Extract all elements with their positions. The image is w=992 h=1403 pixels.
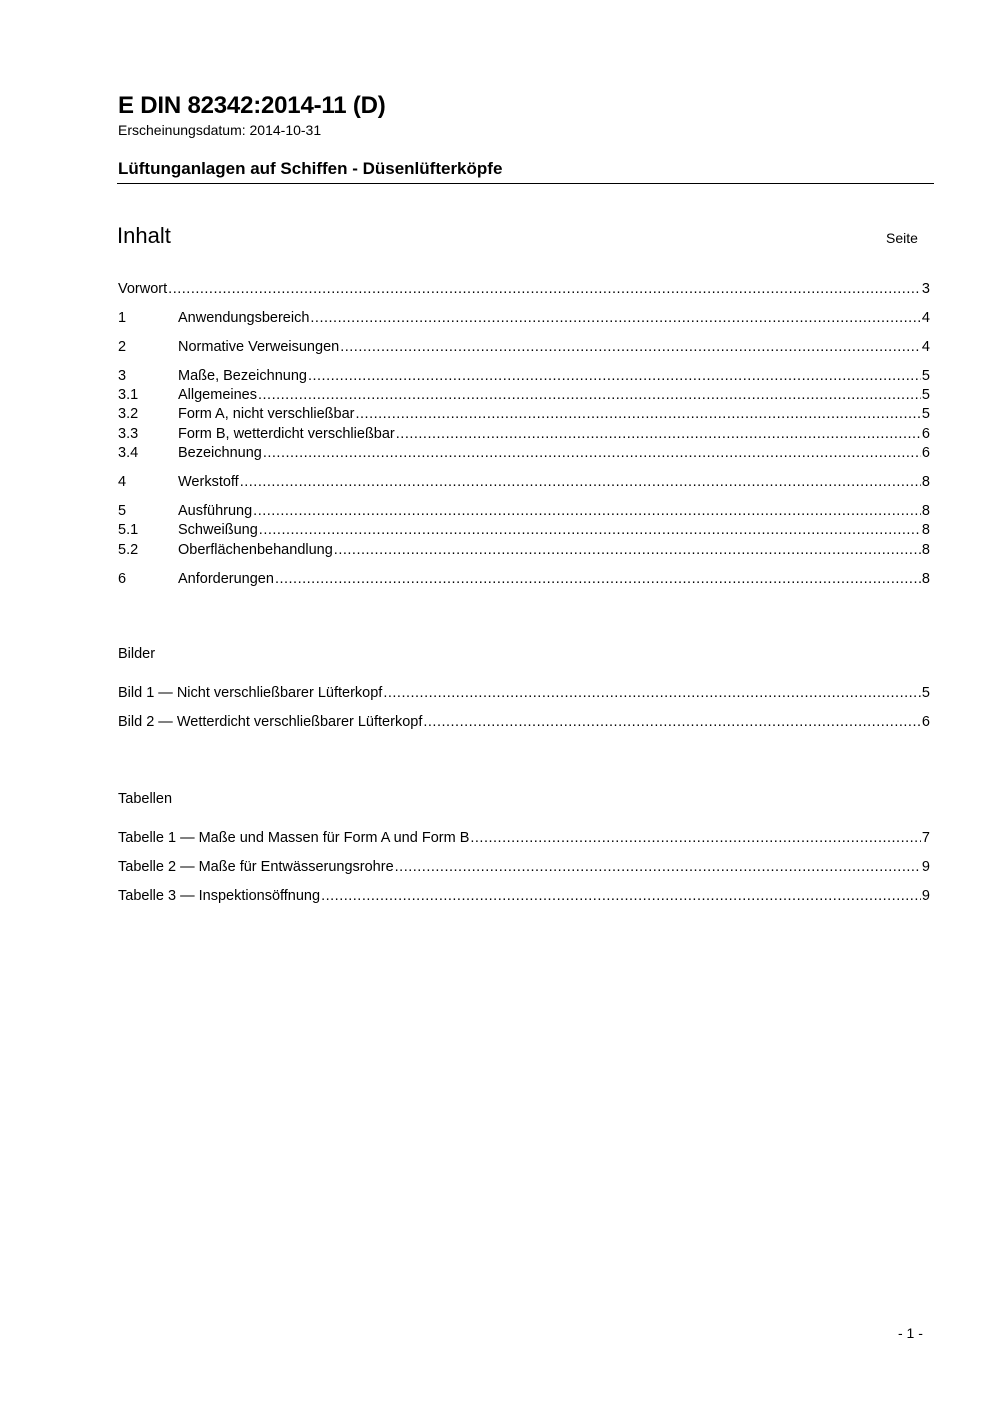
toc-dot-leader [275,570,921,588]
toc-dot-leader [396,425,921,443]
toc-dot-leader [258,386,921,404]
tables-heading: Tabellen [118,791,173,807]
table-entry-title: Tabelle 1 — Maße und Massen für Form A und Form B [118,830,470,846]
toc-entry[interactable] [118,405,930,423]
toc-entry-page: 3 [921,281,930,297]
toc-entry-page: 8 [921,542,930,558]
toc-dot-leader [308,367,921,385]
document-subject: Lüftunganlagen auf Schiffen - Düsenlüfterköpfe [118,159,503,178]
toc-dot-leader [355,405,920,423]
toc-entry[interactable] [118,570,930,588]
toc-entry-page: 5 [921,406,930,422]
table-entry-page: 9 [921,888,930,904]
toc-dot-leader [263,444,921,462]
toc-entry-page: 4 [921,310,930,326]
toc-entry-title: Form B, wetterdicht verschließbar [178,426,395,442]
toc-entry-title: Maße, Bezeichnung [178,368,307,384]
toc-entry-number: 3.4 [118,445,139,461]
toc-entry-page: 4 [921,339,930,355]
toc-entry-title: Allgemeines [178,387,257,403]
toc-entry-title: Ausführung [178,503,253,519]
toc-entry[interactable] [118,473,930,491]
toc-dot-leader [240,473,921,491]
table-entry-title: Tabelle 2 — Maße für Entwässerungsrohre [118,859,394,875]
toc-dot-leader [253,502,921,520]
toc-entry[interactable] [118,338,930,356]
toc-dot-leader [321,887,921,905]
table-entry[interactable] [118,887,930,905]
toc-entry-number: 5.2 [118,542,139,558]
toc-entry[interactable] [118,502,930,520]
toc-entry-number: 3.2 [118,406,139,422]
toc-heading: Inhalt [117,223,171,248]
toc-entry-page: 8 [921,474,930,490]
toc-entry-number: 2 [118,339,127,355]
toc-entry-title: Anforderungen [178,571,274,587]
toc-entry-title: Werkstoff [178,474,239,490]
toc-entry-page: 5 [921,387,930,403]
toc-entry-number: 3 [118,368,127,384]
toc-entry-number: 3.1 [118,387,139,403]
toc-entry-title: Schweißung [178,522,258,538]
toc-entry[interactable] [118,386,930,404]
table-entry-page: 9 [921,859,930,875]
toc-entry[interactable] [118,367,930,385]
toc-dot-leader [423,713,921,731]
table-entry[interactable] [118,858,930,876]
toc-entry-page: 6 [921,445,930,461]
figures-heading: Bilder [118,646,156,662]
toc-entry-number: 5 [118,503,127,519]
page-number: - 1 - [898,1325,923,1341]
toc-entry-page: 5 [921,368,930,384]
toc-entry-number: 6 [118,571,127,587]
figure-entry-title: Bild 2 — Wetterdicht verschließbarer Lüfterkopf [118,714,423,730]
toc-entry-page: 6 [921,426,930,442]
figure-entry-title: Bild 1 — Nicht verschließbarer Lüfterkopf [118,685,383,701]
toc-dot-leader [383,684,921,702]
toc-entry-title: Anwendungsbereich [178,310,310,326]
toc-entry-title: Form A, nicht verschließbar [178,406,355,422]
publication-date: Erscheinungsdatum: 2014-10-31 [118,122,322,138]
header-divider [117,183,934,184]
toc-entry-page: 8 [921,571,930,587]
figure-entry[interactable] [118,713,930,731]
toc-entry-number: 4 [118,474,127,490]
toc-entry-number: 5.1 [118,522,139,538]
toc-entry[interactable] [118,521,930,539]
table-entry-title: Tabelle 3 — Inspektionsöffnung [118,888,321,904]
document-title: E DIN 82342:2014-11 (D) [118,92,386,119]
toc-entry-title: Vorwort [118,281,168,297]
toc-entry-number: 1 [118,310,127,326]
toc-dot-leader [334,541,921,559]
toc-entry[interactable] [118,425,930,443]
toc-entry-number: 3.3 [118,426,139,442]
toc-entry-page: 8 [921,503,930,519]
toc-entry-title: Normative Verweisungen [178,339,340,355]
toc-entry[interactable] [118,444,930,462]
toc-entry[interactable] [118,280,930,298]
toc-page-column-header: Seite [886,230,918,246]
table-entry-page: 7 [921,830,930,846]
figure-entry[interactable] [118,684,930,702]
toc-dot-leader [395,858,921,876]
figure-entry-page: 6 [921,714,930,730]
table-entry[interactable] [118,829,930,847]
toc-entry-page: 8 [921,522,930,538]
toc-dot-leader [259,521,921,539]
toc-dot-leader [470,829,921,847]
toc-entry-title: Oberflächenbehandlung [178,542,333,558]
toc-entry-title: Bezeichnung [178,445,262,461]
toc-entry[interactable] [118,541,930,559]
toc-entry[interactable] [118,309,930,327]
toc-dot-leader [310,309,921,327]
toc-dot-leader [340,338,921,356]
toc-dot-leader [168,280,921,298]
figure-entry-page: 5 [921,685,930,701]
